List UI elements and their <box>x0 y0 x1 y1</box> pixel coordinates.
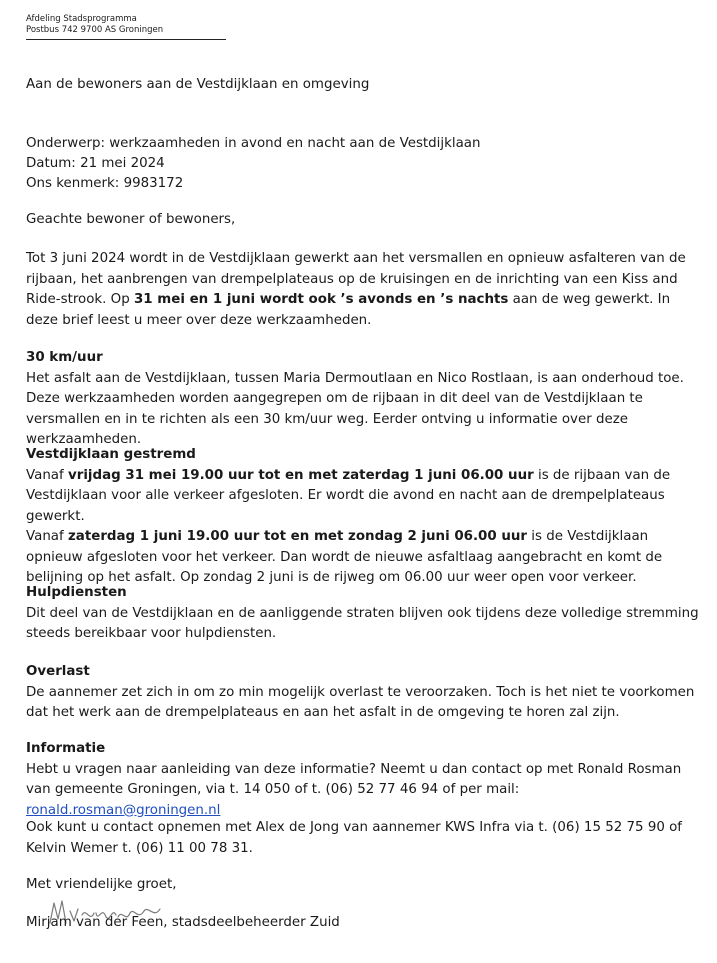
closed-p2-start: Vanaf <box>26 529 68 544</box>
sender-address: Postbus 742 9700 AS Groningen <box>26 25 164 35</box>
intro-text-end: aan de weg gewerkt. In deze brief leest u meer over deze werkzaamheden. <box>26 292 671 328</box>
intro-paragraph <box>26 249 706 331</box>
date-line: Datum: 21 mei 2024 <box>26 156 165 171</box>
section-info <box>26 739 706 821</box>
closed-p1-end: is de rijbaan van de Vestdijklaan voor alle verkeer afgesloten. Er wordt die avond en nacht aan de drempelplateaus gewerkt. <box>26 467 671 524</box>
salutation: Geachte bewoner of bewoners, <box>26 212 236 227</box>
closing: Met vriendelijke groet, <box>26 877 177 892</box>
section-speed-heading: 30 km/uur <box>26 350 103 365</box>
section-nuisance-body: De aannemer zet zich in om zo min mogelijk overlast te veroorzaken. Toch is het niet te voorkomen dat het werk aan de drempelplateaus en aan het asfalt in de omgeving te horen zal zijn. <box>26 684 695 720</box>
section-closed-heading: Vestdijklaan gestremd <box>26 447 196 462</box>
intro-text: Tot 3 juni 2024 wordt in de Vestdijklaan gewerkt aan het versmallen en opnieuw asfalteren van de rijbaan, het aanbrengen van drempelplateaus op de kruisingen en de inrichting van een Kiss and Ride-strook. Op <box>26 251 686 307</box>
signatory: Mirjam van der Feen, stadsdeelbeheerder Zuid <box>26 915 340 930</box>
section-nuisance-heading: Overlast <box>26 664 90 679</box>
section-speed <box>26 348 706 451</box>
section-nuisance <box>26 662 706 724</box>
section-speed-body: Het asfalt aan de Vestdijklaan, tussen Maria Dermoutlaan en Nico Rostlaan, is aan onderhoud toe. Deze werkzaamheden worden aangegrepen om de rijbaan in dit deel van de Vestdijklaan te versmallen en in te richten als een 30 km/uur weg. Eerder ontving u informatie over deze werkzaamheden. <box>26 370 684 447</box>
closed-p2-bold: zaterdag 1 juni 19.00 uur tot en met zondag 2 juni 06.00 uur <box>68 529 528 544</box>
section-info-heading: Informatie <box>26 741 106 756</box>
contractor-paragraph <box>26 818 706 859</box>
sender-block <box>26 14 226 40</box>
section-info-body <box>26 760 706 822</box>
section-emergency <box>26 583 706 645</box>
reference-line: Ons kenmerk: 9983172 <box>26 176 184 191</box>
closed-p1-start: Vanaf <box>26 467 68 483</box>
section-closed-p2 <box>26 527 706 589</box>
section-closed-p1 <box>26 466 706 528</box>
addressee: Aan de bewoners aan de Vestdijklaan en omgeving <box>26 77 370 92</box>
closed-p1-bold: vrijdag 31 mei 19.00 uur tot en met zaterdag 1 juni 06.00 uur <box>68 467 534 483</box>
info-body-text: Hebt u vragen naar aanleiding van deze informatie? Neemt u dan contact op met Ronald Rosman van gemeente Groningen, via t. 14 050 of t. (06) 52 77 46 94 of per mail: <box>26 761 682 797</box>
section-emergency-body: Dit deel van de Vestdijklaan en de aanliggende straten blijven ook tijdens deze volledige stremming steeds bereikbaar voor hulpdiensten. <box>26 605 699 641</box>
email-link[interactable]: ronald.rosman@groningen.nl <box>26 802 221 818</box>
section-emergency-heading: Hulpdiensten <box>26 585 127 600</box>
contractor-text: Ook kunt u contact opnemen met Alex de Jong van aannemer KWS Infra via t. (06) 15 52 75 90 of Kelvin Wemer t. (06) 11 00 78 31. <box>26 820 683 856</box>
section-closed <box>26 445 706 589</box>
subject-line: Onderwerp: werkzaamheden in avond en nacht aan de Vestdijklaan <box>26 136 481 151</box>
intro-bold: 31 mei en 1 juni wordt ook ’s avonds en ’s nachts <box>133 292 509 307</box>
closed-p2-end: is de Vestdijklaan opnieuw afgesloten voor het verkeer. Dan wordt de nieuwe asfaltlaag aangebracht en komt de belijning op het asfalt. Op zondag 2 juni is de rijweg om 06.00 uur weer open voor verkeer. <box>26 529 663 585</box>
sender-department: Afdeling Stadsprogramma <box>26 14 137 24</box>
